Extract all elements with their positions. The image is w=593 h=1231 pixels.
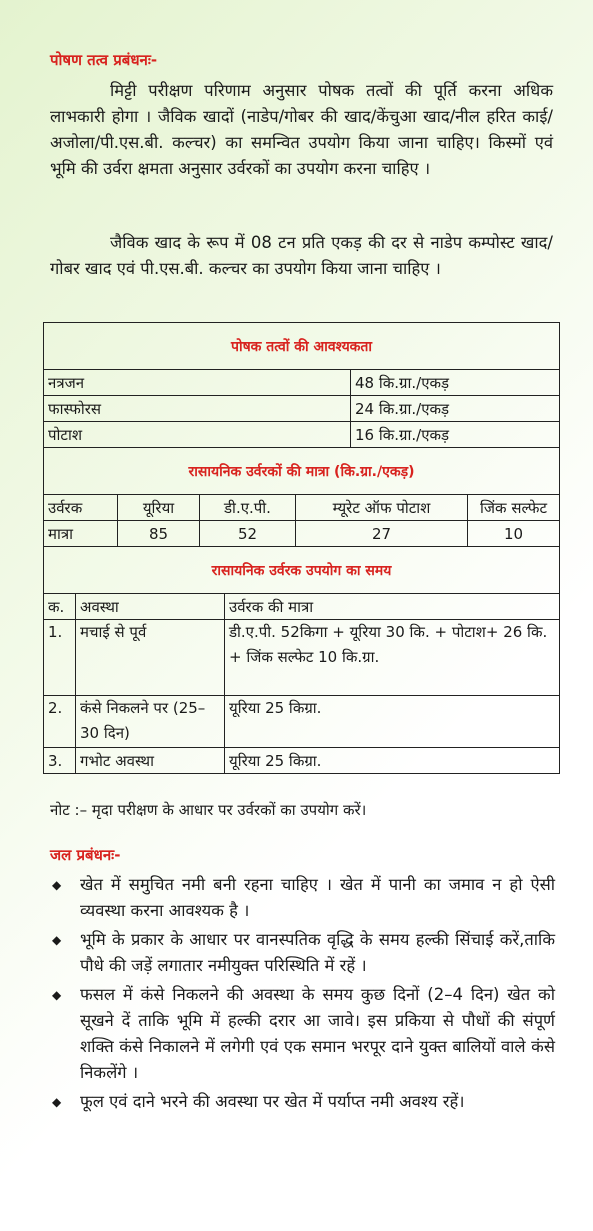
jal-bullet-list [50, 872, 555, 1118]
column-header: उर्वरक [44, 495, 118, 521]
jal-heading: जल प्रबंधनः- [50, 846, 121, 864]
table-row [44, 396, 560, 422]
table-row [44, 370, 560, 396]
nutrient-value: 48 कि.ग्रा./एकड़ [351, 370, 560, 396]
nutrient-name: पोटाश [44, 422, 351, 448]
column-header: म्यूरेट ऑफ पोटाश [296, 495, 468, 521]
fertilizer-table-title: रासायनिक उर्वरकों की मात्रा (कि.ग्रा./एकड़) [44, 448, 560, 495]
row-label: मात्रा [44, 521, 118, 547]
list-item: ◆ फूल एवं दाने भरने की अवस्था पर खेत में पर्याप्त नमी अवश्य रहें। [50, 1089, 555, 1115]
dose-cell: यूरिया 25 किग्रा. [225, 748, 560, 774]
dose-cell: यूरिया 25 किग्रा. [225, 696, 560, 748]
nutrient-name: फास्फोरस [44, 396, 351, 422]
table-cell: 27 [296, 521, 468, 547]
diamond-bullet-icon: ◆ [52, 933, 62, 947]
diamond-bullet-icon: ◆ [52, 1095, 62, 1109]
table-header-row [44, 495, 560, 521]
poshan-paragraph-1: मिट्टी परीक्षण परिणाम अनुसार पोषक तत्वों की पूर्ति करना अधिक लाभकारी होगा । जैविक खादों (नाडेप/गोबर की खाद/केंचुआ खाद/नील हरित काई/अजोला/पी.एस.बी. कल्चर) का समन्वित उपयोग किया जाना चाहिए। किस्मों एवं भूमि की उर्वरा क्षमता अनुसार उर्वरकों का उपयोग करना चाहिए । [50, 81, 553, 178]
table-cell: 52 [200, 521, 296, 547]
column-header: डी.ए.पी. [200, 495, 296, 521]
column-header: यूरिया [118, 495, 200, 521]
table-row [44, 620, 560, 696]
table-row [44, 521, 560, 547]
row-number: 3. [44, 748, 76, 774]
row-number: 2. [44, 696, 76, 748]
stage-cell: मचाई से पूर्व [76, 620, 225, 696]
table-cell: 10 [468, 521, 560, 547]
nutrient-value: 16 कि.ग्रा./एकड़ [351, 422, 560, 448]
column-header: जिंक सल्फेट [468, 495, 560, 521]
column-header: उर्वरक की मात्रा [225, 594, 560, 620]
note-text: नोट :– मृदा परीक्षण के आधार पर उर्वरकों का उपयोग करें। [50, 801, 367, 819]
stage-cell: गभोट अवस्था [76, 748, 225, 774]
list-item: ◆ भूमि के प्रकार के आधार पर वानस्पतिक वृद्धि के समय हल्की सिंचाई करें,ताकि पौधे की जड़ें लगातार नमीयुक्त परिस्थिति में रहें । [50, 927, 555, 979]
nutrient-name: नत्रजन [44, 370, 351, 396]
table-header-row [44, 594, 560, 620]
diamond-bullet-icon: ◆ [52, 988, 62, 1002]
nutrient-value: 24 कि.ग्रा./एकड़ [351, 396, 560, 422]
table-row [44, 422, 560, 448]
poshan-paragraph-2: जैविक खाद के रूप में 08 टन प्रति एकड़ की दर से नाडेप कम्पोस्ट खाद/गोबर खाद एवं पी.एस.बी. कल्चर का उपयोग किया जाना चाहिए । [50, 233, 553, 278]
fertilizer-table [43, 322, 560, 774]
list-item: ◆ फसल में कंसे निकलने की अवस्था के समय कुछ दिनों (2–4 दिन) खेत को सूखने दें ताकि भूमि में हल्की दरार आ जावे। इस प्रकिया से पौधों की संपूर्ण शक्ति कंसे निकालने में लगेगी एवं एक समान भरपूर दाने युक्त बालियों वाले कंसे निकलेंगे । [50, 982, 555, 1086]
nutrient-table-title: पोषक तत्वों की आवश्यकता [44, 323, 560, 370]
poshan-heading: पोषण तत्व प्रबंधनः- [50, 51, 158, 69]
column-header: क. [44, 594, 76, 620]
diamond-bullet-icon: ◆ [52, 878, 62, 892]
stage-cell: कंसे निकलने पर (25–30 दिन) [76, 696, 225, 748]
table-row [44, 748, 560, 774]
table-row [44, 696, 560, 748]
list-item: ◆ खेत में समुचित नमी बनी रहना चाहिए । खेत में पानी का जमाव न हो ऐसी व्यवस्था करना आवश्यक है । [50, 872, 555, 924]
dose-cell: डी.ए.पी. 52किगा + यूरिया 30 कि. + पोटाश+ 26 कि. + जिंक सल्फेट 10 कि.ग्रा. [225, 620, 560, 696]
timing-table-title: रासायनिक उर्वरक उपयोग का समय [44, 547, 560, 594]
row-number: 1. [44, 620, 76, 696]
column-header: अवस्था [76, 594, 225, 620]
table-cell: 85 [118, 521, 200, 547]
